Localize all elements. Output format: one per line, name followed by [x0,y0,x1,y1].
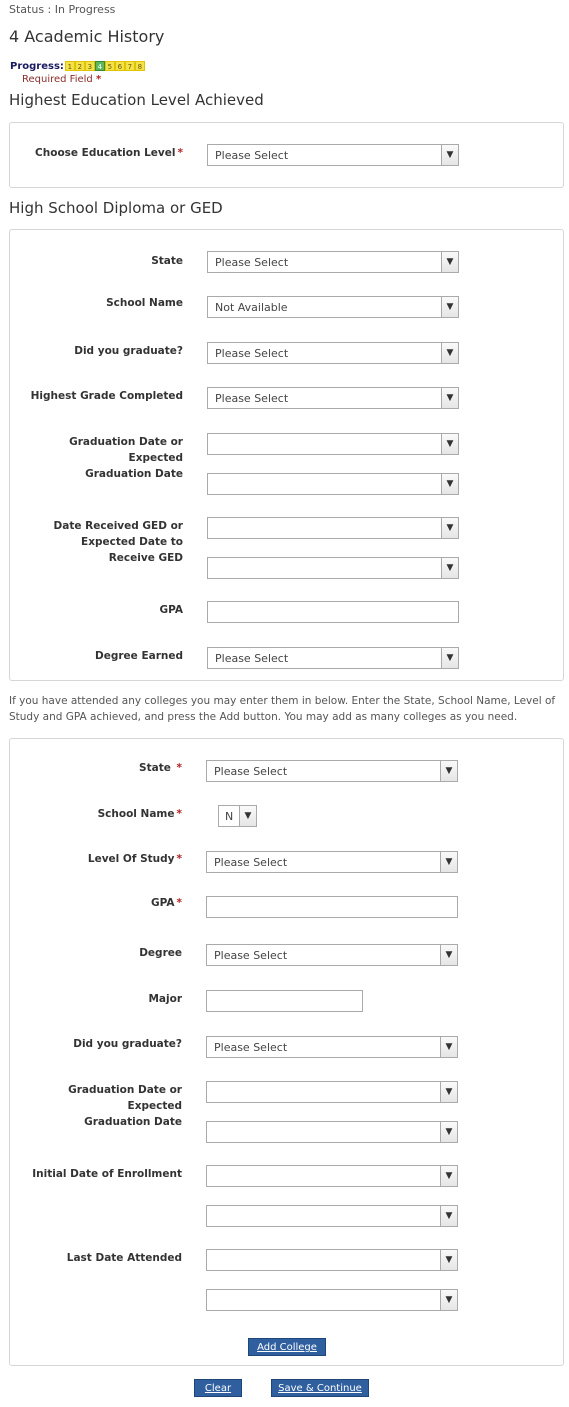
hs-highest-grade-label: Highest Grade Completed [30,390,183,402]
page-title: 4 Academic History [9,27,165,46]
chevron-down-icon: ▼ [441,648,458,668]
college-grad-date-label: Graduation Date or Expected Graduation Date [68,1084,182,1128]
hs-state-select[interactable]: Please Select ▼ [207,251,459,273]
hs-grad-month-select[interactable] [207,433,459,455]
progress-step-8: 8 [135,61,145,71]
hs-graduated-label: Did you graduate? [74,345,183,357]
college-last-month-select[interactable] [206,1249,458,1271]
highest-education-panel [9,122,564,188]
hs-graduated-select[interactable]: Please Select ▼ [207,342,459,364]
chevron-down-icon: ▼ [440,761,457,781]
progress-step-4-current: 4 [95,61,105,71]
clear-button[interactable]: Clear [194,1379,242,1397]
college-state-select[interactable]: Please Select ▼ [206,760,458,782]
college-school-name-label: School Name * [97,808,182,820]
hs-state-label: State [151,255,183,267]
chevron-down-icon: ▼ [441,474,458,494]
chevron-down-icon: ▼ [440,1166,457,1186]
chevron-down-icon: ▼ [441,518,458,538]
chevron-down-icon: ▼ [239,806,256,826]
hs-ged-year-select[interactable] [207,557,459,579]
chevron-down-icon: ▼ [440,1250,457,1270]
progress-step-2: 2 [75,61,85,71]
chevron-down-icon: ▼ [440,852,457,872]
required-field-text: Required Field [22,74,93,85]
chevron-down-icon: ▼ [440,1122,457,1142]
hs-ged-date-label: Date Received GED or Expected Date to Receive GED [53,520,183,564]
college-last-year-select[interactable] [206,1289,458,1311]
chevron-down-icon: ▼ [440,1290,457,1310]
hs-degree-label: Degree Earned [95,650,183,662]
college-level-label: Level Of Study * [87,853,182,865]
progress-step-3: 3 [85,61,95,71]
chevron-down-icon: ▼ [440,1037,457,1057]
chevron-down-icon: ▼ [441,388,458,408]
college-grad-month-select[interactable] [206,1081,458,1103]
college-state-label: State * [139,762,182,774]
college-instructions: If you have attended any colleges you may enter them in below. Enter the State, School Name, Level of Study and GPA achieved, and press the Add button. You may add as many colleges as you need. [9,695,556,723]
college-gpa-input[interactable] [206,896,458,918]
hs-degree-select[interactable]: Please Select ▼ [207,647,459,669]
chevron-down-icon: ▼ [441,558,458,578]
progress-step-5: 5 [105,61,115,71]
progress-step-1: 1 [65,61,75,71]
hs-school-name-label: School Name [106,297,183,309]
progress-step-7: 7 [125,61,135,71]
hs-gpa-input[interactable] [207,601,459,623]
hs-grad-date-label: Graduation Date or Expected Graduation Date [69,436,183,480]
chevron-down-icon: ▼ [441,434,458,454]
chevron-down-icon: ▼ [441,343,458,363]
college-enroll-month-select[interactable] [206,1165,458,1187]
chevron-down-icon: ▼ [440,1206,457,1226]
college-degree-select[interactable]: Please Select ▼ [206,944,458,966]
hs-gpa-label: GPA [159,604,183,616]
college-grad-year-select[interactable] [206,1121,458,1143]
progress-indicator [10,59,145,73]
college-panel [9,738,564,1366]
save-continue-button[interactable]: Save & Continue [271,1379,369,1397]
college-last-attended-label: Last Date Attended [66,1252,182,1264]
college-gpa-label: GPA * [151,897,182,909]
college-major-label: Major [148,993,182,1005]
status-text: Status : In Progress [9,3,116,16]
high-school-panel [9,229,564,681]
add-college-button[interactable]: Add College [248,1338,326,1356]
hs-highest-grade-select[interactable]: Please Select ▼ [207,387,459,409]
college-degree-label: Degree [139,947,182,959]
college-enroll-year-select[interactable] [206,1205,458,1227]
college-school-name-select[interactable]: N ▼ [218,805,257,827]
college-level-select[interactable]: Please Select ▼ [206,851,458,873]
chevron-down-icon: ▼ [440,1082,457,1102]
progress-step-6: 6 [115,61,125,71]
chevron-down-icon: ▼ [440,945,457,965]
chevron-down-icon: ▼ [441,252,458,272]
required-star: * [95,74,102,85]
hs-school-name-select[interactable]: Not Available ▼ [207,296,459,318]
section-title-highest-education: Highest Education Level Achieved [9,91,264,109]
chevron-down-icon: ▼ [441,145,458,165]
chevron-down-icon: ▼ [441,297,458,317]
progress-steps [65,61,145,71]
hs-grad-year-select[interactable] [207,473,459,495]
hs-ged-month-select[interactable] [207,517,459,539]
education-level-label: Choose Education Level * [35,147,183,159]
college-major-input[interactable] [206,990,363,1012]
progress-label: Progress: [10,60,64,72]
education-level-select[interactable]: Please Select ▼ [207,144,459,166]
college-graduated-label: Did you graduate? [73,1038,182,1050]
college-graduated-select[interactable]: Please Select ▼ [206,1036,458,1058]
required-field-note [22,74,101,85]
college-initial-enroll-label: Initial Date of Enrollment [32,1168,182,1180]
section-title-high-school: High School Diploma or GED [9,199,223,217]
